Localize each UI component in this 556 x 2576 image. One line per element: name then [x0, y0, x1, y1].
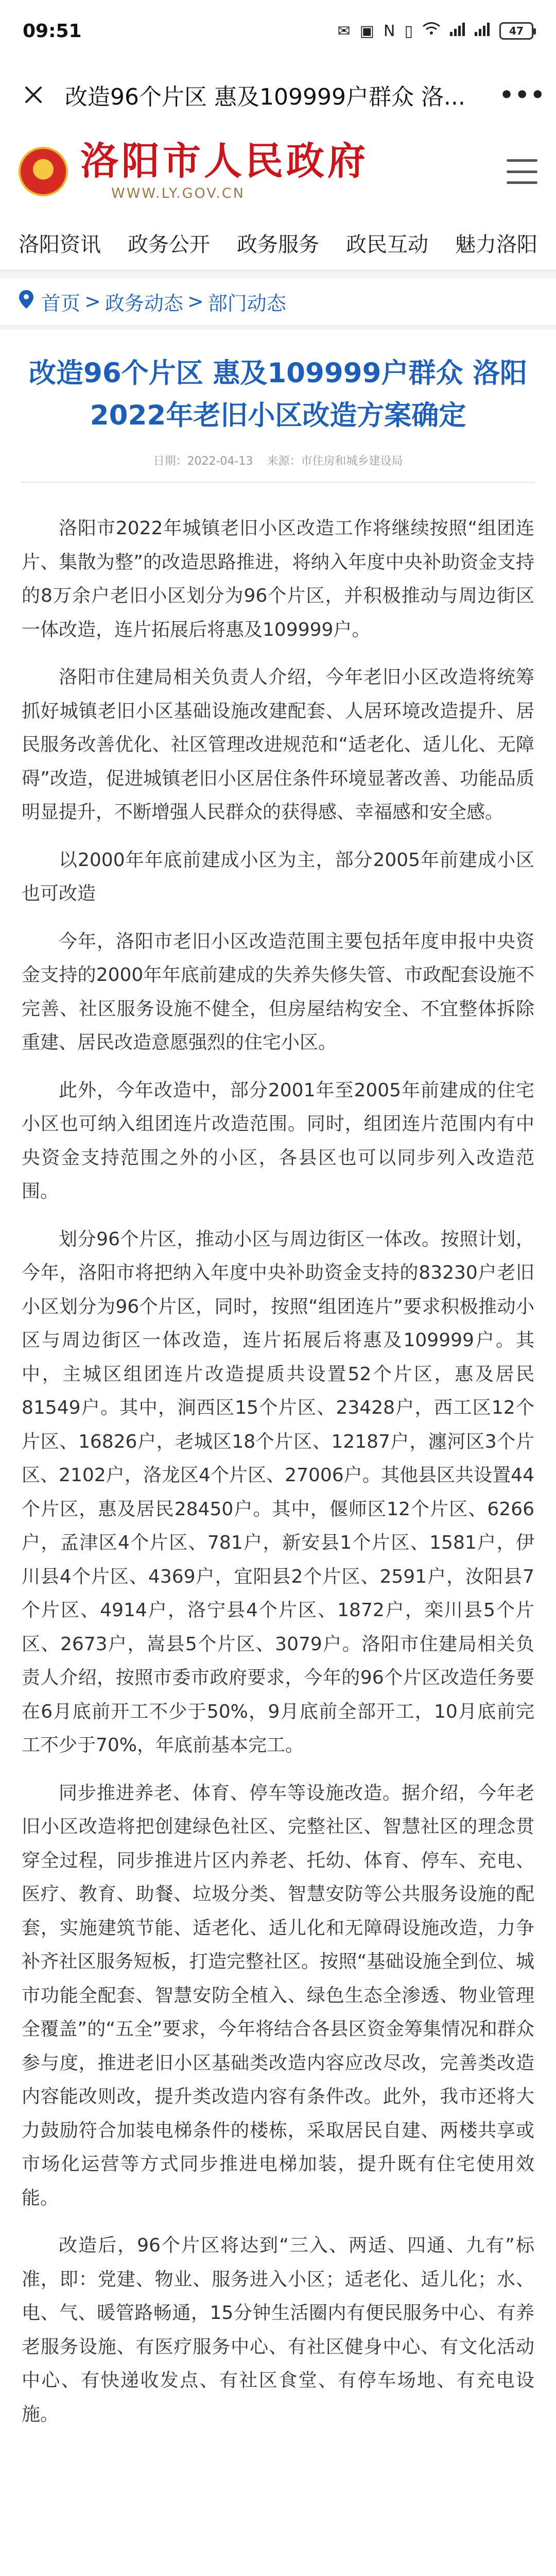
- status-time: 09:51: [23, 20, 82, 42]
- more-icon[interactable]: •••: [499, 81, 546, 108]
- vibrate-icon: ▯: [404, 22, 413, 40]
- national-emblem-logo: [19, 147, 68, 196]
- nav-item-charm[interactable]: 魅力洛阳: [455, 232, 537, 257]
- site-url: WWW.LY.GOV.CN: [111, 185, 245, 201]
- site-logo[interactable]: [80, 139, 507, 201]
- nav-item-gov-services[interactable]: 政务服务: [237, 232, 319, 257]
- article-source: 来源：市住房和城乡建设局: [267, 455, 403, 468]
- status-bar: [0, 0, 556, 62]
- browser-page-title: 改造96个片区 惠及109999户群众 洛...: [65, 84, 465, 110]
- nav-item-news[interactable]: 洛阳资讯: [19, 232, 101, 257]
- article-paragraph: 同步推进养老、体育、停车等设施改造。据介绍，今年老旧小区改造将把创建绿色社区、完整社区、智慧社区的理念贯穿全过程，同步推进片区内养老、托幼、体育、停车、充电、医疗、教育、助餐、垃圾分类、智慧安防等公共服务设施的配套，实施建筑节能、适老化、适儿化和无障碍设施改造，力争补齐社区服务短板，打造完整社区。按照“基础设施全到位、城市功能全配套、智慧安防全植入、绿色生态全渗透、物业管理全覆盖”的“五全”要求，今年将结合各县区资金筹集情况和群众参与度，推进老旧小区基础类改造内容应改尽改，完善类改造内容能改则改，提升类改造内容有条件改。此外，我市还将大力鼓励符合加装电梯条件的楼栋，采取居民自建、两楼共享或市场化运营等方式同步推进电梯加装，提升既有住宅使用效能。: [22, 1782, 534, 2209]
- nfc-icon: N: [384, 22, 395, 40]
- article-date: 日期：2022-04-13: [153, 455, 253, 468]
- article-paragraph: 洛阳市住建局相关负责人介绍，今年老旧小区改造将统筹抓好城镇老旧小区基础设施改建配套、人居环境改造提升、居民服务改善优化、社区管理改进规范和“适老化、适儿化、无障碍”改造，促进城镇老旧小区居住条件环境显著改善、功能品质明显提升，不断增强人民群众的获得感、幸福感和安全感。: [22, 667, 534, 823]
- menu-icon[interactable]: [507, 159, 537, 184]
- article-meta: [22, 452, 534, 468]
- main-nav: [0, 215, 556, 271]
- close-icon[interactable]: [15, 77, 51, 113]
- article: [0, 330, 556, 2576]
- breadcrumb-gov-news[interactable]: 政务动态: [105, 292, 183, 315]
- battery-level: 47: [509, 25, 524, 37]
- browser-toolbar: [0, 62, 556, 128]
- signal-icon: [475, 22, 490, 40]
- notification-icon: ▣: [359, 22, 375, 40]
- status-icons: [338, 22, 533, 40]
- article-title: 改造96个片区 惠及109999户群众 洛阳2022年老旧小区改造方案确定: [29, 358, 527, 431]
- article-paragraph: 此外，今年改造中，部分2001年至2005年前建成的住宅小区也可纳入组团连片改造范围。同时，组团连片范围内有中央资金支持范围之外的小区，各县区也可以同步列入改造范围。: [22, 1079, 534, 1202]
- location-icon: [19, 290, 34, 314]
- breadcrumb-dept-news[interactable]: 部门动态: [207, 292, 286, 315]
- site-title: 洛阳市人民政府: [80, 139, 369, 183]
- signal-icon: [450, 22, 465, 40]
- article-paragraph: 洛阳市2022年城镇老旧小区改造工作将继续按照“组团连片、集散为整”的改造思路推进，将纳入年度中央补助资金支持的8万余户老旧小区划分为96个片区，并积极推动与周边街区一体改造，连片拓展后将惠及109999户。: [22, 518, 534, 640]
- breadcrumb: [0, 278, 556, 325]
- notification-icon: ✉: [337, 22, 351, 40]
- battery-icon: [499, 22, 533, 40]
- wifi-icon: [422, 22, 441, 40]
- article-body: [22, 512, 534, 2431]
- breadcrumb-separator: >: [187, 290, 204, 313]
- nav-item-interaction[interactable]: 政民互动: [346, 232, 428, 257]
- breadcrumb-home[interactable]: 首页: [41, 292, 81, 315]
- nav-item-gov-affairs[interactable]: 政务公开: [128, 232, 210, 257]
- divider: [22, 482, 534, 483]
- site-header: [0, 128, 556, 215]
- article-paragraph: 今年，洛阳市老旧小区改造范围主要包括年度申报中央资金支持的2000年年底前建成的失养失修失管、市政配套设施不完善、社区服务设施不健全，但房屋结构安全、不宜整体拆除重建、居民改造意愿强烈的住宅小区。: [22, 930, 534, 1053]
- article-paragraph: 划分96个片区，推动小区与周边街区一体改。按照计划，今年，洛阳市将把纳入年度中央补助资金支持的83230户老旧小区划分为96个片区，同时，按照“组团连片”要求积极推动小区与周边街区一体改造，连片拓展后将惠及109999户。其中，主城区组团连片改造提质共设置52个片区，惠及居民81549户。其中，涧西区15个片区、23428户，西工区12个片区、16826户，老城区18个片区、12187户，瀍河区3个片区、2102户，洛龙区4个片区、27006户。其他县区共设置44个片区，惠及居民28450户。其中，偃师区12个片区、6266户，孟津区4个片区、781户，新安县1个片区、1581户，伊川县4个片区、4369户，宜阳县2个片区、2591户，汝阳县7个片区、4914户，洛宁县4个片区、1872户，栾川县5个片区、2673户，嵩县5个片区、3079户。洛阳市住建局相关负责人介绍，按照市委市政府要求，今年的96个片区改造任务要在6月底前开工不少于50%，9月底前全部开工，10月底前完工不少于70%，年底前基本完工。: [22, 1228, 534, 1756]
- breadcrumb-separator: >: [84, 290, 101, 313]
- article-paragraph: 以2000年年底前建成小区为主，部分2005年前建成小区也可改造: [22, 849, 534, 904]
- article-paragraph: 改造后，96个片区将达到“三入、两适、四通、九有”标准，即：党建、物业、服务进入小区；适老化、适儿化；水、电、气、暖管路畅通，15分钟生活圈内有便民服务中心、有养老服务设施、有医疗服务中心、有社区健身中心、有文化活动中心、有快递收发点、有社区食堂、有停车场地、有充电设施。: [22, 2235, 534, 2425]
